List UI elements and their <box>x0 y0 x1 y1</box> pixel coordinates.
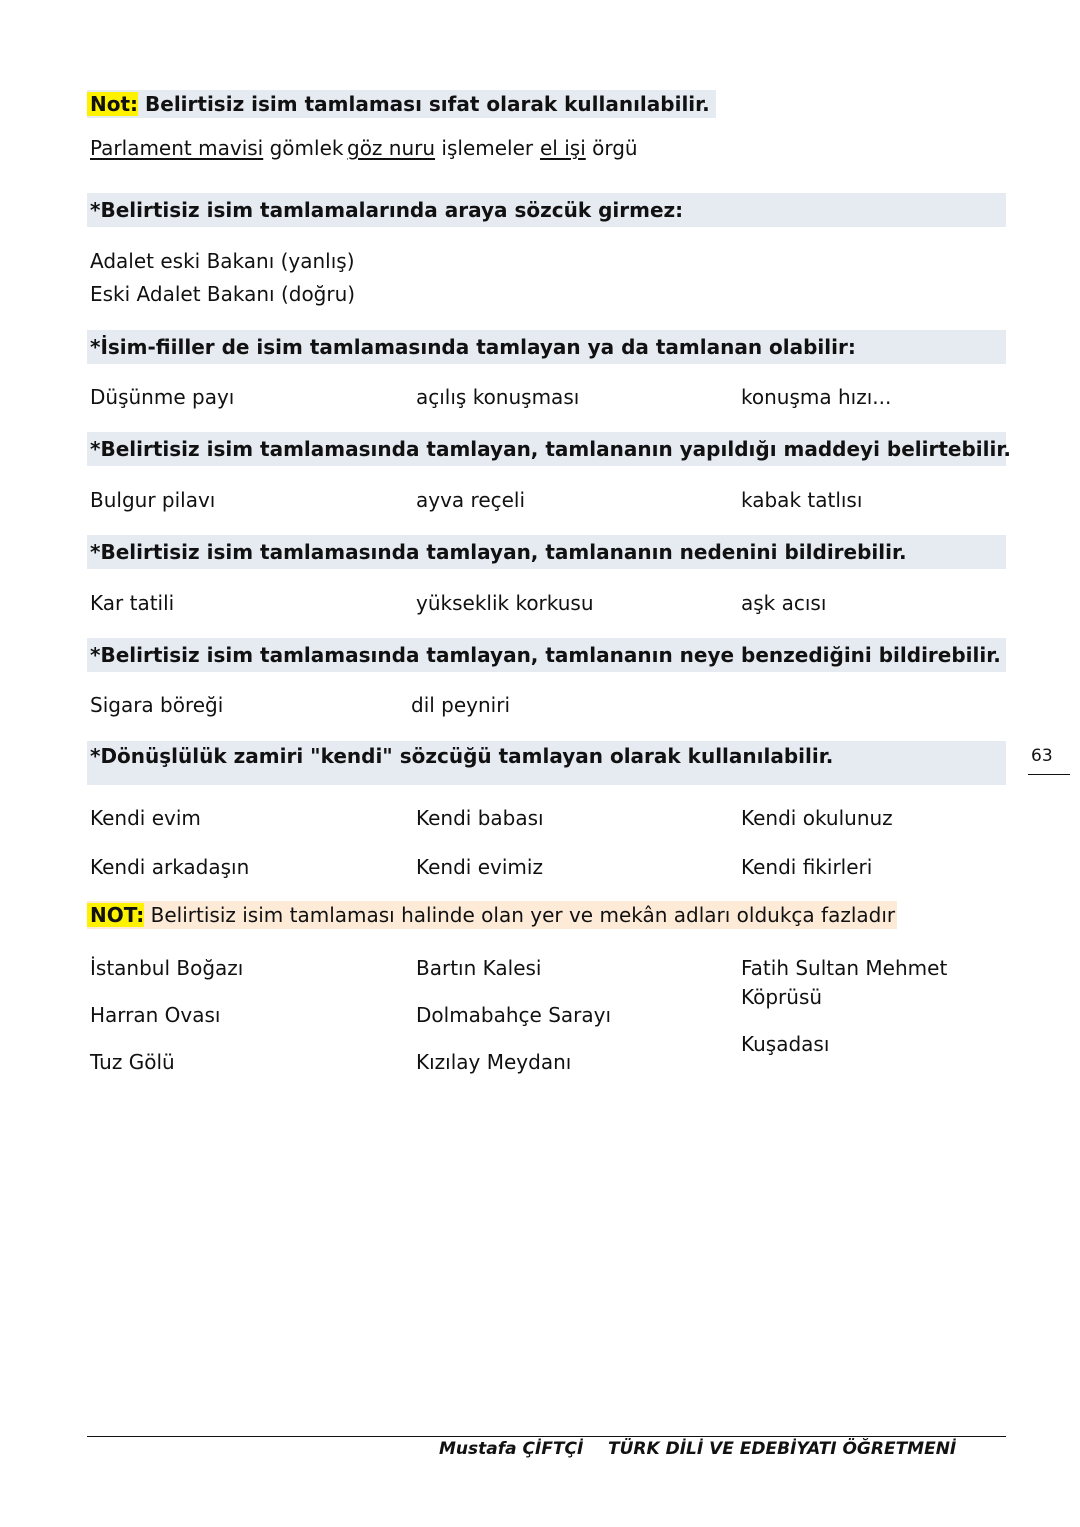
note-1 <box>87 90 716 118</box>
place-name: Dolmabahçe Sarayı <box>416 1003 612 1027</box>
footer-rule <box>87 1436 1006 1437</box>
example-rest: işlemeler <box>435 136 534 160</box>
example-text: dil peyniri <box>411 693 511 717</box>
section-heading-1: *Belirtisiz isim tamlamalarında araya sözcük girmez: <box>87 193 1006 227</box>
example-text: ayva reçeli <box>416 488 526 512</box>
place-name: Köprüsü <box>741 985 823 1009</box>
example-text: Kendi evim <box>90 806 201 830</box>
example-text: yükseklik korkusu <box>416 591 594 615</box>
note-2-text: Belirtisiz isim tamlaması halinde olan yer ve mekân adları oldukça fazladır <box>144 903 896 927</box>
page-number: 63 <box>1031 746 1053 766</box>
place-name: Bartın Kalesi <box>416 956 542 980</box>
example-underlined: göz nuru <box>347 136 436 160</box>
example-rest: gömlek <box>263 136 344 160</box>
example-el-isi <box>540 134 638 162</box>
example-text: Kendi okulunuz <box>741 806 893 830</box>
example-text: konuşma hızı... <box>741 385 892 409</box>
example-text: Kar tatili <box>90 591 175 615</box>
note-1-text: Belirtisiz isim tamlaması sıfat olarak kullanılabilir. <box>138 92 710 116</box>
example-text: Adalet eski Bakanı (yanlış) <box>90 249 355 273</box>
example-text: Kendi arkadaşın <box>90 855 250 879</box>
section-heading-6: *Dönüşlülük zamiri "kendi" sözcüğü tamlayan olarak kullanılabilir. <box>87 741 1006 785</box>
section-heading-4: *Belirtisiz isim tamlamasında tamlayan, tamlananın nedenini bildirebilir. <box>87 535 1006 569</box>
note-2-label: NOT: <box>87 903 144 927</box>
example-text: kabak tatlısı <box>741 488 863 512</box>
example-text: aşk acısı <box>741 591 827 615</box>
note-1-label: Not: <box>87 92 138 116</box>
page-number-rule <box>1028 774 1070 775</box>
place-name: Fatih Sultan Mehmet <box>741 956 948 980</box>
place-name: Kızılay Meydanı <box>416 1050 572 1074</box>
section-heading-2: *İsim-fiiller de isim tamlamasında tamlayan ya da tamlanan olabilir: <box>87 330 1006 364</box>
example-underlined: Parlament mavisi <box>90 136 264 160</box>
example-goz-nuru <box>347 134 533 162</box>
place-name: İstanbul Boğazı <box>90 956 244 980</box>
example-parlament <box>90 134 343 162</box>
example-text: Sigara böreği <box>90 693 224 717</box>
example-text: Kendi evimiz <box>416 855 543 879</box>
footer-author: Mustafa ÇİFTÇİ <box>439 1439 584 1459</box>
note-2 <box>87 901 897 929</box>
example-rest: örgü <box>585 136 638 160</box>
place-name: Tuz Gölü <box>90 1050 175 1074</box>
example-text: Düşünme payı <box>90 385 235 409</box>
place-name: Harran Ovası <box>90 1003 221 1027</box>
footer-title: TÜRK DİLİ VE EDEBİYATI ÖĞRETMENİ <box>608 1439 957 1459</box>
example-text: Kendi babası <box>416 806 544 830</box>
example-text: Bulgur pilavı <box>90 488 216 512</box>
example-text: açılış konuşması <box>416 385 580 409</box>
section-heading-5: *Belirtisiz isim tamlamasında tamlayan, tamlananın neye benzediğini bildirebilir. <box>87 638 1006 672</box>
section-heading-3: *Belirtisiz isim tamlamasında tamlayan, tamlananın yapıldığı maddeyi belirtebilir. <box>87 432 1006 466</box>
example-underlined: el işi <box>540 136 586 160</box>
place-name: Kuşadası <box>741 1032 830 1056</box>
example-text: Kendi fikirleri <box>741 855 873 879</box>
example-text: Eski Adalet Bakanı (doğru) <box>90 282 356 306</box>
